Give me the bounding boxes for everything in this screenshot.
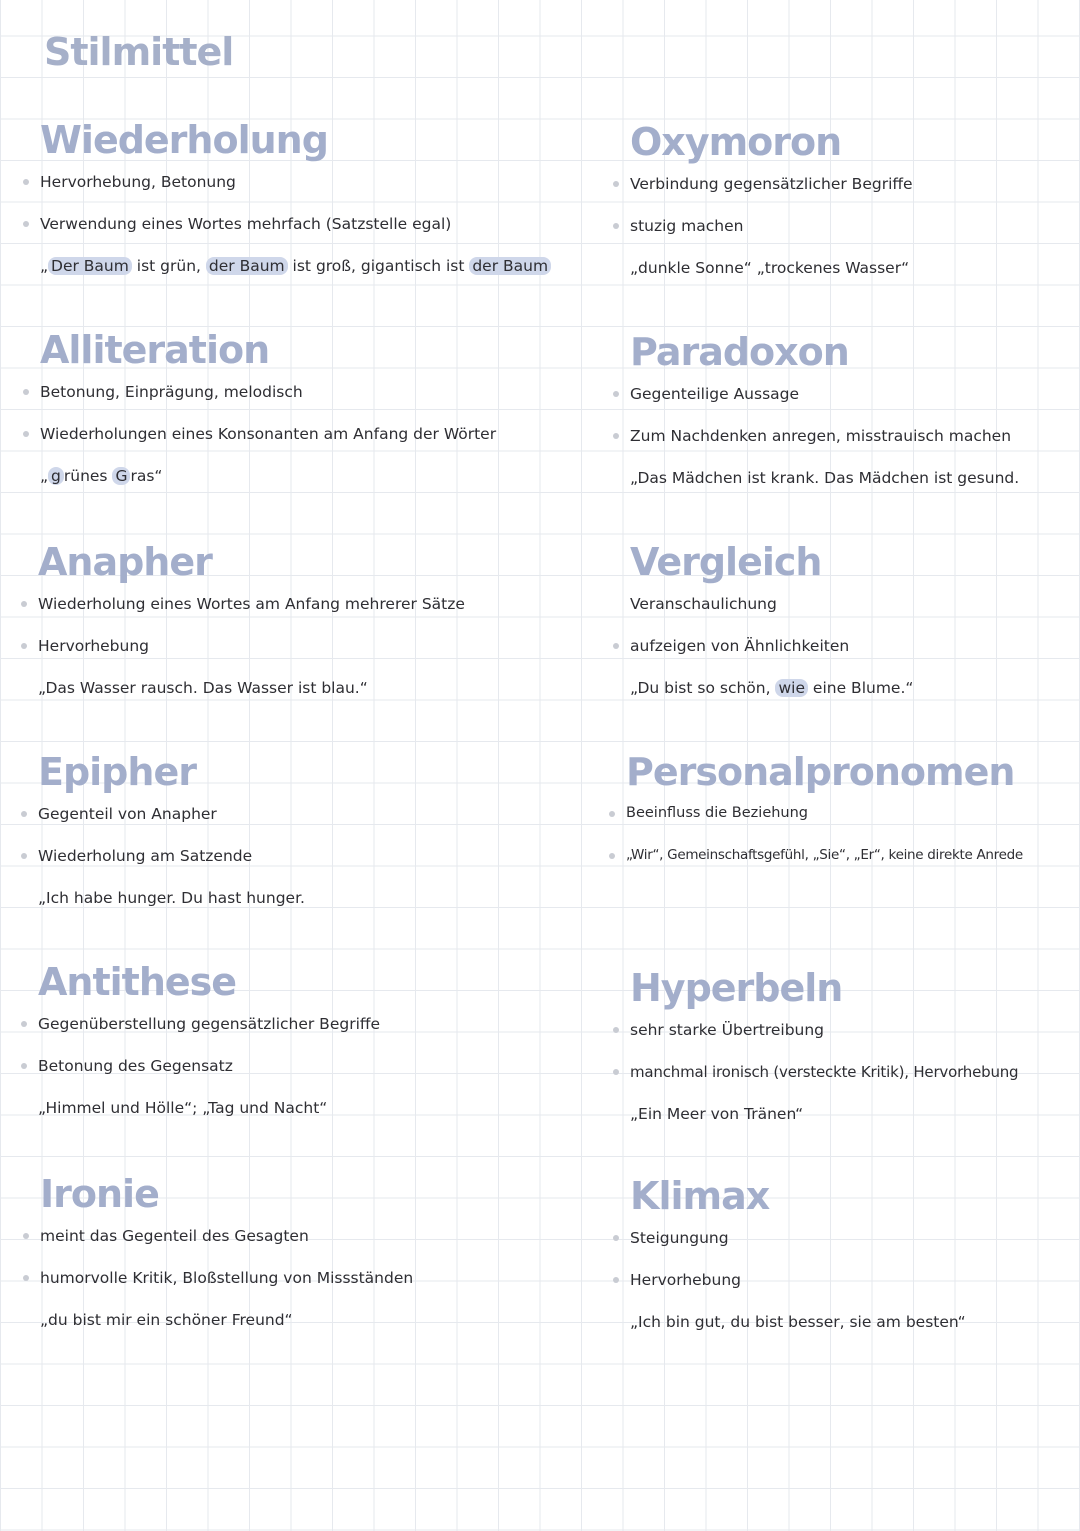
highlight: G (112, 467, 130, 485)
page-title: Stilmittel (44, 30, 234, 74)
bullet-dot (613, 1235, 619, 1241)
bullet-dot (21, 1021, 27, 1027)
bullet-text: Gegenüberstellung gegensätzlicher Begriffe (38, 1015, 381, 1033)
bullet-dot (21, 643, 27, 649)
example-text: „dunkle Sonne“ „trockenes Wasser“ (630, 259, 910, 277)
bullet-text: Betonung, Einprägung, melodisch (40, 383, 303, 401)
example-text (630, 679, 913, 697)
bullet-item (630, 1021, 824, 1039)
bullet-dot (23, 389, 29, 395)
bullet-item (630, 1271, 741, 1289)
example-segment: ist groß, gigantisch ist (287, 257, 470, 275)
example-text: „Ein Meer von Tränen“ (630, 1105, 804, 1123)
highlight: wie (775, 679, 808, 697)
bullet-item (40, 215, 451, 233)
bullet-dot (613, 1277, 619, 1283)
bullet-dot (23, 179, 29, 185)
bullet-item (630, 385, 799, 403)
bullet-item (38, 637, 149, 655)
bullet-text: Hervorhebung (630, 1271, 742, 1289)
text-line: Veranschaulichung (630, 595, 777, 613)
bullet-item (630, 175, 913, 193)
bullet-dot (613, 1069, 619, 1075)
bullet-item (38, 1015, 380, 1033)
example-text: „Ich bin gut, du bist besser, sie am besten“ (630, 1313, 966, 1331)
bullet-text: manchmal ironisch (versteckte Kritik), Hervorhebung (630, 1063, 1019, 1081)
bullet-item (40, 1269, 413, 1287)
bullet-item (38, 1057, 233, 1075)
section-title: Personalpronomen (626, 750, 1015, 794)
bullet-dot (613, 181, 619, 187)
bullet-dot (613, 643, 619, 649)
section-title: Oxymoron (630, 120, 842, 164)
bullet-item (38, 805, 217, 823)
example-text: „Ich habe hunger. Du hast hunger. (38, 889, 305, 907)
bullet-text: Gegenteilige Aussage (630, 385, 800, 403)
bullet-dot (23, 1275, 29, 1281)
bullet-dot (609, 853, 615, 859)
bullet-item (626, 805, 808, 821)
bullet-text: Gegenteil von Anapher (38, 805, 217, 823)
bullet-item (40, 173, 236, 191)
example-text (40, 467, 162, 485)
example-segment: ras“ (130, 467, 163, 485)
bullet-text: „Wir“, Gemeinschaftsgefühl, „Sie“, „Er“, keine direkte Anrede (626, 847, 1023, 863)
bullet-dot (23, 431, 29, 437)
example-text (40, 257, 551, 275)
highlight: Der Baum (48, 257, 132, 275)
example-segment: rünes (63, 467, 113, 485)
bullet-dot (21, 811, 27, 817)
section-title: Anapher (38, 540, 212, 584)
bullet-item (630, 1229, 729, 1247)
example-segment: eine Blume.“ (808, 679, 914, 697)
bullet-text: Hervorhebung, Betonung (40, 173, 236, 191)
section-title: Paradoxon (630, 330, 849, 374)
example-text: „Das Mädchen ist krank. Das Mädchen ist gesund. (630, 469, 1020, 487)
section-title: Vergleich (630, 540, 822, 584)
bullet-text: Wiederholungen eines Konsonanten am Anfang der Wörter (40, 425, 497, 443)
bullet-item (38, 847, 252, 865)
bullet-text: Wiederholung am Satzende (38, 847, 253, 865)
bullet-text: Hervorhebung (38, 637, 150, 655)
bullet-text: Wiederholung eines Wortes am Anfang mehrerer Sätze (38, 595, 465, 613)
bullet-item (40, 1227, 309, 1245)
example-text: „du bist mir ein schöner Freund“ (40, 1311, 293, 1329)
bullet-text: Verbindung gegensätzlicher Begriffe (630, 175, 913, 193)
bullet-text: Zum Nachdenken anregen, misstrauisch machen (630, 427, 1012, 445)
bullet-text: sehr starke Übertreibung (630, 1021, 825, 1039)
bullet-item (40, 425, 496, 443)
section-title: Hyperbeln (630, 966, 843, 1010)
bullet-text: humorvolle Kritik, Bloßstellung von Missständen (40, 1269, 414, 1287)
bullet-dot (21, 1063, 27, 1069)
highlight: der Baum (469, 257, 551, 275)
bullet-text: Verwendung eines Wortes mehrfach (Satzstelle egal) (40, 215, 452, 233)
bullet-dot (613, 1027, 619, 1033)
bullet-dot (613, 391, 619, 397)
example-text: „Das Wasser rausch. Das Wasser ist blau.“ (38, 679, 368, 697)
bullet-text: stuzig machen (630, 217, 744, 235)
quote-mark: „ (40, 467, 49, 485)
section-title: Antithese (38, 960, 237, 1004)
section-title: Wiederholung (40, 118, 328, 162)
bullet-item (630, 217, 744, 235)
bullet-dot (23, 221, 29, 227)
bullet-dot (609, 811, 615, 817)
bullet-text: aufzeigen von Ähnlichkeiten (630, 637, 850, 655)
bullet-dot (21, 601, 27, 607)
bullet-dot (613, 433, 619, 439)
example-text: „Himmel und Hölle“; „Tag und Nacht“ (38, 1099, 328, 1117)
section-title: Klimax (630, 1174, 770, 1218)
example-segment: „Du bist so schön, (630, 679, 776, 697)
bullet-item (630, 427, 1011, 445)
bullet-text: meint das Gegenteil des Gesagten (40, 1227, 309, 1245)
bullet-item (626, 847, 1023, 863)
bullet-dot (23, 1233, 29, 1239)
example-segment: ist grün, (131, 257, 206, 275)
bullet-dot (21, 853, 27, 859)
highlight: der Baum (206, 257, 288, 275)
quote-mark: „ (40, 257, 49, 275)
bullet-text: Steigungung (630, 1229, 729, 1247)
bullet-item (630, 637, 849, 655)
section-title: Epipher (38, 750, 196, 794)
bullet-text: Betonung des Gegensatz (38, 1057, 233, 1075)
bullet-text: Beeinfluss die Beziehung (626, 805, 809, 821)
section-title: Alliteration (40, 328, 270, 372)
highlight: g (48, 467, 64, 485)
bullet-dot (613, 223, 619, 229)
bullet-item (38, 595, 465, 613)
section-title: Ironie (40, 1172, 159, 1216)
bullet-item (40, 383, 303, 401)
bullet-item (630, 1063, 1018, 1081)
